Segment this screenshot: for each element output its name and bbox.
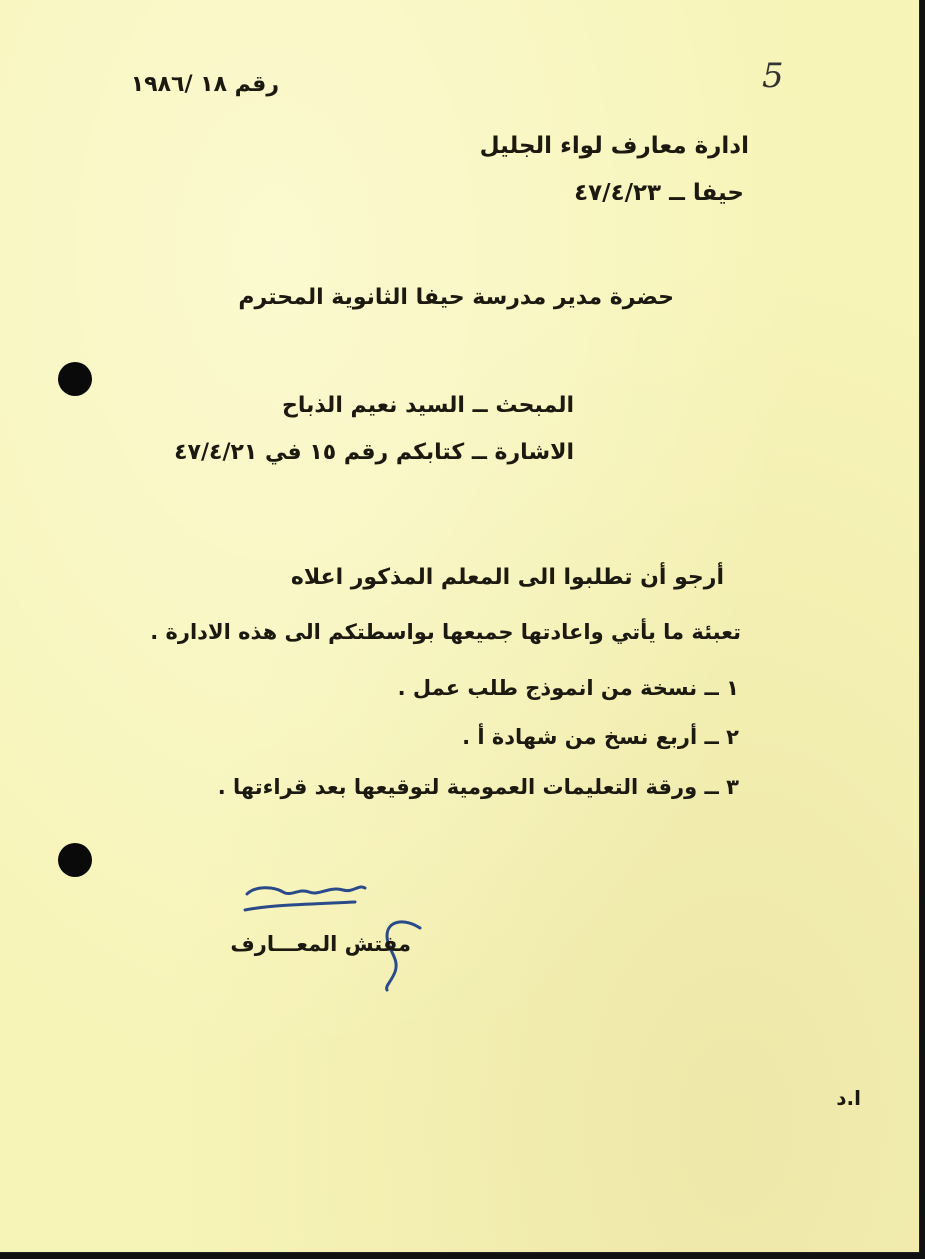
item-1: ١ ــ نسخة من انموذج طلب عمل . — [397, 676, 739, 700]
body-line-1: أرجو أن تطلبوا الى المعلم المذكور اعلاه — [290, 565, 724, 590]
punch-hole-top — [58, 362, 92, 396]
body-line-2: تعبئة ما يأتي واعادتها جميعها بواسطتكم الى هذه الادارة . — [150, 620, 741, 644]
reference-line: الاشارة ــ كتابكم رقم ١٥ في ٤٧/٤/٢١ — [174, 440, 574, 465]
signature-title: مفتش المعـــارف — [230, 932, 411, 956]
footer-initials: ا.د — [836, 1086, 861, 1110]
corner-mark: 5 — [762, 56, 784, 96]
item-3: ٣ ــ ورقة التعليمات العمومية لتوقيعها بعد قراءتها . — [217, 775, 739, 799]
subject-line: المبحث ــ السيد نعيم الذباح — [281, 393, 574, 418]
item-2: ٢ ــ أربع نسخ من شهادة أ . — [462, 725, 739, 749]
sender-department: ادارة معارف لواء الجليل — [479, 133, 749, 159]
place-date: حيفا ــ ٤٧/٤/٢٣ — [574, 180, 744, 206]
punch-hole-bottom — [58, 843, 92, 877]
reference-number: رقم ١٨ /١٩٨٦ — [130, 72, 279, 97]
recipient-line: حضرة مدير مدرسة حيفا الثانوية المحترم — [238, 285, 674, 310]
